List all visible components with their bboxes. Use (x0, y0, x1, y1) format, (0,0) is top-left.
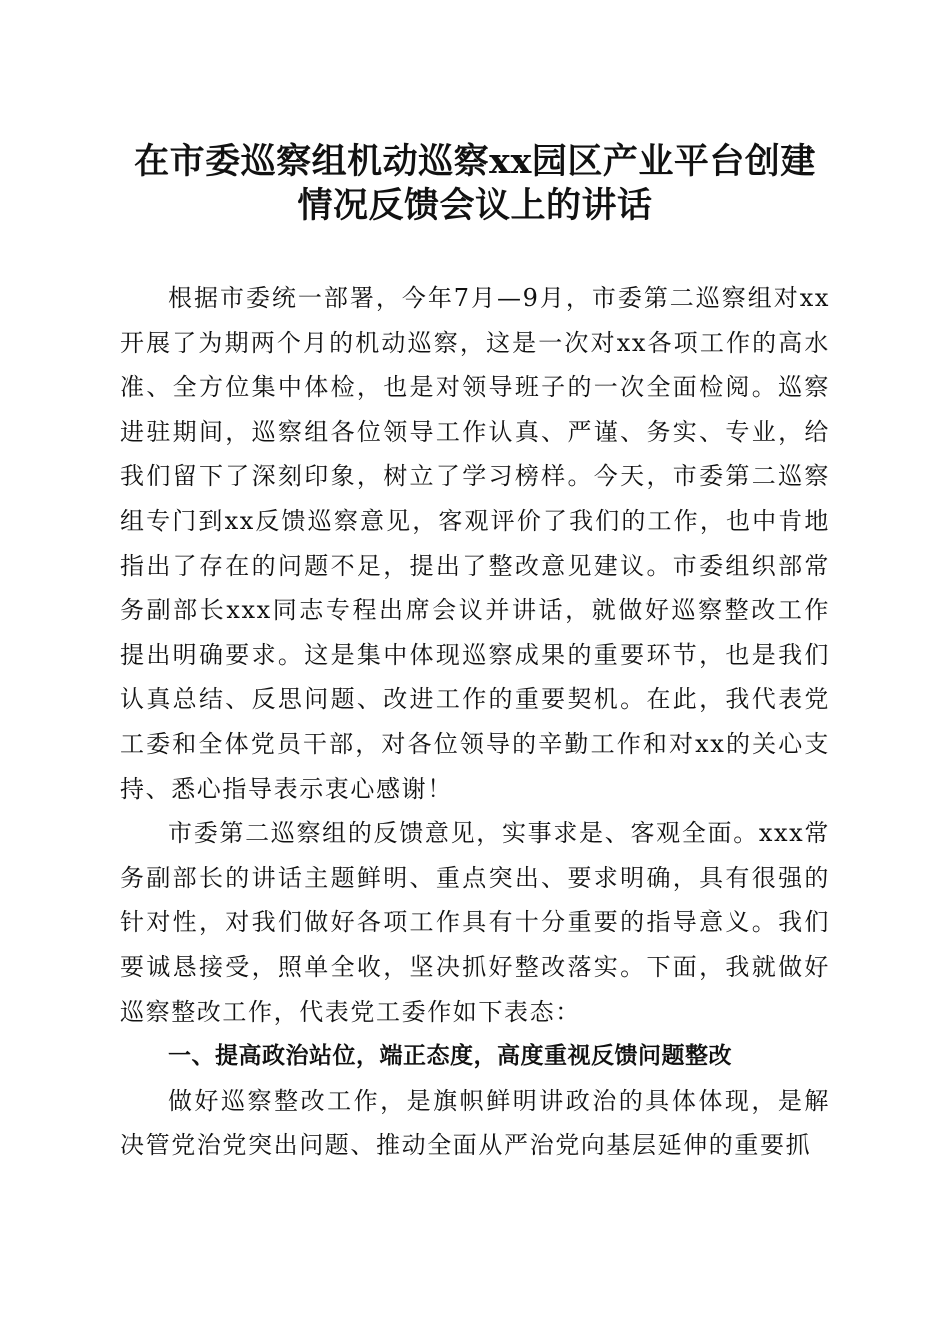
document-title (100, 140, 850, 228)
paragraph-1: 根据市委统一部署，今年7月—9月，市委第二巡察组对xx开展了为期两个月的机动巡察，这是一次对xx各项工作的高水准、全方位集中体检，也是对领导班子的一次全面检阅。巡察进驻期间，巡察组各位领导工作认真、严谨、务实、专业，给我们留下了深刻印象，树立了学习榜样。今天，市委第二巡察组专门到xx反馈巡察意见，客观评价了我们的工作，也中肯地指出了存在的问题不足，提出了整改意见建议。市委组织部常务副部长xxx同志专程出席会议并讲话，就做好巡察整改工作提出明确要求。这是集中体现巡察成果的重要环节，也是我们认真总结、反思问题、改进工作的重要契机。在此，我代表党工委和全体党员干部，对各位领导的辛勤工作和对xx的关心支持、悉心指导表示衷心感谢！ (120, 284, 830, 803)
title-line-1: 在市委巡察组机动巡察xx园区产业平台创建 (134, 141, 816, 182)
section-heading-1: 一、提高政治站位，端正态度，高度重视反馈问题整改 (168, 1043, 732, 1070)
paragraph-2: 市委第二巡察组的反馈意见，实事求是、客观全面。xxx常务副部长的讲话主题鲜明、重点突出、要求明确，具有很强的针对性，对我们做好各项工作具有十分重要的指导意义。我们要诚恳接受，照单全收，坚决抓好整改落实。下面，我就做好巡察整改工作，代表党工委作如下表态： (120, 819, 830, 1026)
title-line-2: 情况反馈会议上的讲话 (297, 185, 653, 226)
document-body (120, 276, 830, 1168)
paragraph-3: 做好巡察整改工作，是旗帜鲜明讲政治的具体体现，是解决管党治党突出问题、推动全面从严治党向基层延伸的重要抓 (120, 1086, 830, 1160)
